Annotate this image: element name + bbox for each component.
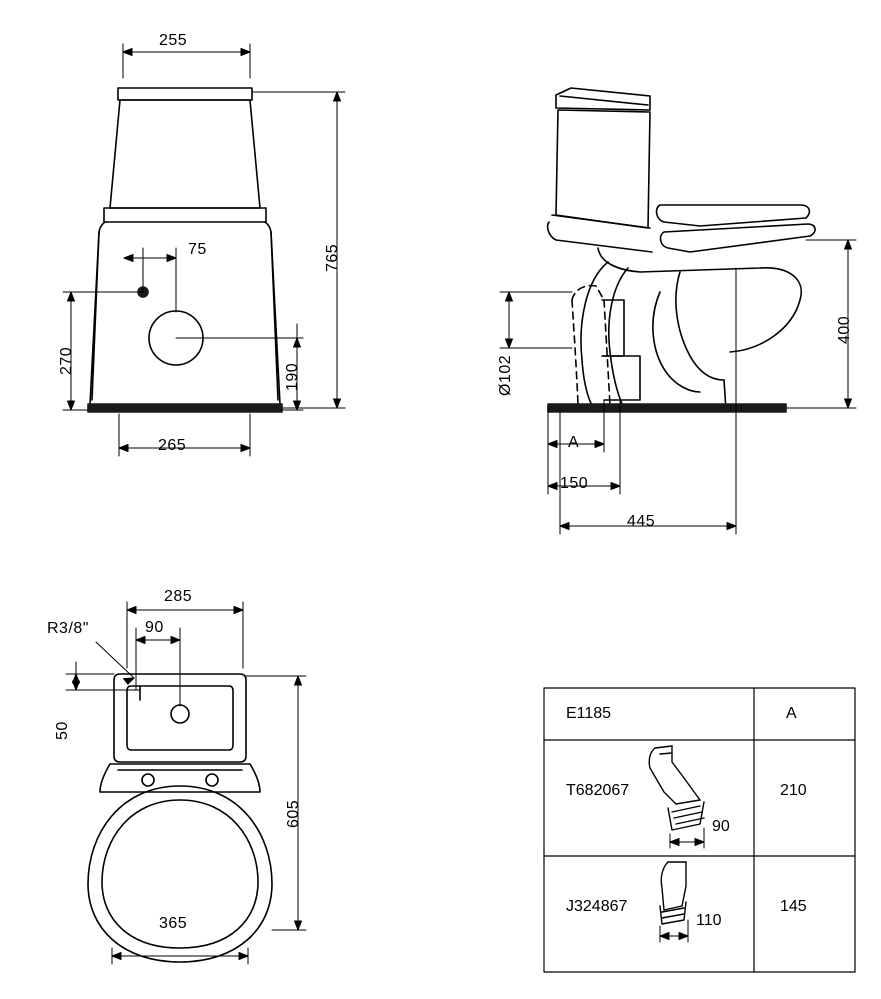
dimension-side-outlet-diameter: Ø102	[497, 354, 514, 396]
front-elevation-geometry	[88, 88, 282, 412]
dimension-front-outlet-height: 190	[284, 362, 301, 391]
dimension-front-inlet-offset: 75	[188, 241, 207, 258]
table-row-0-a-value: 210	[780, 782, 807, 799]
dimension-front-inlet-height: 270	[58, 346, 75, 375]
table-row-1-a-value: 145	[780, 898, 807, 915]
angled-connector-icon	[649, 746, 704, 830]
dimension-plan-tank-width: 285	[164, 588, 193, 605]
dimension-plan-inlet-offset: 90	[145, 619, 164, 636]
side-elevation-geometry	[548, 88, 815, 412]
table-row-1-code: J324867	[566, 898, 628, 915]
dimension-plan-thread: R3/8"	[47, 620, 89, 637]
dimension-plan-total-depth: 605	[285, 799, 302, 828]
dimension-front-base-width: 265	[158, 437, 187, 454]
dimension-plan-bowl-width: 365	[159, 915, 188, 932]
dimension-side-seat-height: 400	[836, 315, 853, 344]
dimension-plan-inlet-depth: 50	[54, 721, 71, 740]
dimension-side-outlet-label: A	[568, 434, 580, 451]
dimension-front-tank-width: 255	[159, 32, 188, 49]
angled-connector-icon-dimension	[670, 828, 704, 848]
table-row-1-icon-dimension: 110	[696, 912, 722, 929]
dimension-front-total-height: 765	[324, 243, 341, 272]
dimension-side-total-depth: 445	[627, 513, 656, 530]
table-row-0-code: T682067	[566, 782, 630, 799]
table-header-product-code: E1185	[566, 705, 612, 722]
table-row-0-icon-dimension: 90	[712, 818, 730, 835]
table-header-column-a: A	[786, 705, 797, 722]
straight-connector-icon	[660, 862, 686, 924]
side-elevation-dimensions	[500, 240, 856, 534]
dimension-side-outlet-offset: 150	[560, 475, 589, 492]
